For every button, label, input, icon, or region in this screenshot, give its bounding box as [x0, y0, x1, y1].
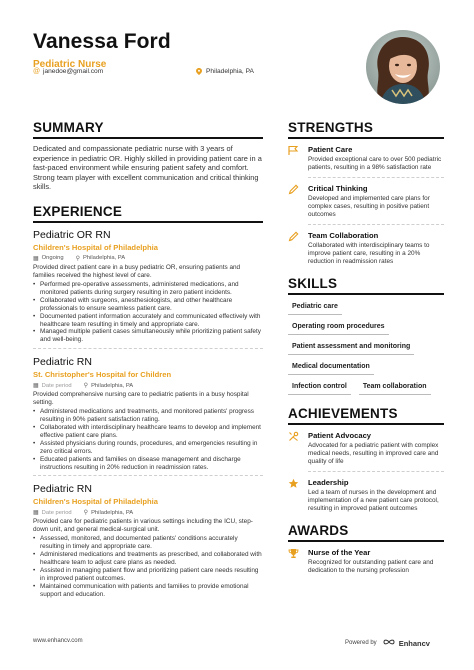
flag-icon	[288, 145, 302, 172]
candidate-title: Pediatric Nurse	[33, 59, 107, 70]
list-item: • Performed pre-operative assessments, administered medications, and monitored patients during surgery resulting in zero patient incidents.	[33, 281, 263, 297]
job-entry	[33, 229, 263, 349]
job-description: Provided care for pediatric patients in various settings including the ICU, step-down unit, and general medical-surgical unit.	[33, 518, 253, 534]
list-item: • Documented patient information accurately and communicated effectively with healthcare team resulting in timely and appropriate care.	[33, 313, 263, 329]
contact-info	[33, 68, 363, 75]
job-location: Philadelphia, PA	[83, 255, 126, 262]
strength-item	[288, 184, 444, 219]
footer-site-link[interactable]: www.enhancv.com	[33, 638, 83, 644]
location-pin-icon: ⚲	[83, 383, 89, 390]
list-item: • Managed multiple patient cases simultaneously while prioritizing patient safety and well-being.	[33, 328, 263, 344]
list-item: • Maintained communication with patients and families to provide emotional support and education.	[33, 583, 263, 599]
left-column	[33, 120, 263, 599]
powered-by	[345, 638, 430, 648]
pencil-icon	[288, 184, 302, 219]
brand-name: Enhancv	[398, 638, 430, 648]
achievement-desc: Led a team of nurses in the development and implementation of a new patient care protocol, resulting in improved patient outcomes	[308, 489, 439, 512]
job-period: Ongoing	[41, 255, 64, 262]
summary-text: Dedicated and compassionate pediatric nurse with 3 years of experience in pediatric OR. Highly skilled in providing patient care in a fast-paced environment while ensuring patient safety and comfort. Strong team player with excellent communication and critical thinking skills.	[33, 144, 262, 192]
achievement-desc: Advocated for a pediatric patient with complex medical needs, resulting in improved care and quality of life	[308, 442, 439, 465]
job-entry	[33, 483, 263, 598]
pencil-icon	[288, 231, 302, 266]
job-bullets	[33, 535, 263, 598]
strength-item	[288, 145, 444, 172]
strength-item	[288, 231, 444, 266]
star-icon	[288, 478, 302, 513]
divider	[33, 348, 263, 349]
job-title: Pediatric RN	[33, 356, 92, 369]
list-item: • Administered medications and treatments as prescribed, and collaborated with healthcare team to adjust care plans as needed.	[33, 551, 263, 567]
divider	[33, 475, 263, 476]
awards-heading: AWARDS	[288, 523, 444, 542]
skill-tag: Team collaboration	[359, 380, 431, 395]
job-meta	[33, 255, 263, 262]
location-pin-icon	[196, 68, 203, 75]
at-icon: @	[33, 68, 41, 75]
powered-label: Powered by	[345, 640, 377, 646]
divider	[308, 177, 444, 178]
achievement-item	[288, 478, 444, 513]
summary-heading: SUMMARY	[33, 120, 263, 139]
job-title: Pediatric OR RN	[33, 228, 111, 241]
achievements-heading: ACHIEVEMENTS	[288, 406, 444, 425]
job-period: Date period	[41, 382, 72, 389]
location-item	[196, 68, 254, 75]
job-bullets	[33, 281, 263, 344]
right-column	[288, 120, 444, 575]
strength-desc: Collaborated with interdisciplinary teams to improve patient care, resulting in a 20% reduction in readmission rates	[308, 242, 430, 265]
job-meta	[33, 509, 263, 516]
strength-title: Patient Care	[308, 145, 353, 154]
experience-heading: EXPERIENCE	[33, 204, 263, 223]
skill-tag: Operating room procedures	[288, 320, 389, 335]
calendar-icon: ▦	[33, 510, 39, 517]
strengths-heading: STRENGTHS	[288, 120, 444, 139]
email-text: janedoe@gmail.com	[43, 68, 104, 75]
job-title: Pediatric RN	[33, 483, 92, 496]
list-item: • Administered medications and treatments, and monitored patients' progress resulting in 90% patient satisfaction rating.	[33, 408, 263, 424]
job-description: Provided comprehensive nursing care to pediatric patients in a busy hospital setting.	[33, 391, 249, 407]
job-company: St. Christopher's Hospital for Children	[33, 370, 172, 380]
list-item: • Assisted physicians during rounds, procedures, and emergencies resulting in zero critical errors.	[33, 440, 263, 456]
divider	[308, 224, 444, 225]
list-item: • Assisted in managing patient flow and prioritizing patient care needs resulting in improved patient outcomes.	[33, 567, 263, 583]
job-entry	[33, 356, 263, 476]
job-location: Philadelphia, PA	[91, 382, 134, 389]
achievement-title: Leadership	[308, 478, 349, 487]
job-location: Philadelphia, PA	[91, 509, 134, 516]
skills-heading: SKILLS	[288, 276, 444, 295]
list-item: • Collaborated with surgeons, anesthesiologists, and other healthcare professionals to ensure seamless patient care.	[33, 297, 263, 313]
calendar-icon: ▦	[33, 383, 39, 390]
job-bullets	[33, 408, 263, 471]
skill-tag: Patient assessment and monitoring	[288, 340, 414, 355]
location-text: Philadelphia, PA	[206, 68, 254, 75]
enhancv-logo-icon	[383, 638, 395, 648]
strength-title: Critical Thinking	[308, 184, 368, 193]
profile-photo	[366, 30, 440, 104]
list-item: • Collaborated with interdisciplinary healthcare teams to develop and implement effective patient care plans.	[33, 424, 263, 440]
strength-title: Team Collaboration	[308, 231, 379, 240]
job-period: Date period	[41, 509, 72, 516]
award-item	[288, 548, 444, 575]
strength-desc: Provided exceptional care to over 500 pediatric patients, resulting in a 98% satisfaction rate	[308, 156, 442, 171]
location-pin-icon: ⚲	[83, 510, 89, 517]
list-item: • Educated patients and families on disease management and discharge instructions resulting in 20% reduction in readmission rates.	[33, 456, 263, 472]
divider	[308, 471, 444, 472]
resume-header	[33, 30, 333, 70]
candidate-name: Vanessa Ford	[33, 30, 171, 53]
skill-tag: Pediatric care	[288, 300, 342, 315]
trophy-icon	[288, 548, 302, 575]
skills-list	[288, 300, 444, 400]
job-company: Children's Hospital of Philadelphia	[33, 242, 159, 252]
award-title: Nurse of the Year	[308, 548, 371, 557]
job-description: Provided direct patient care in a busy pediatric OR, ensuring patients and families received the highest level of care.	[33, 263, 241, 279]
page-footer	[33, 638, 443, 648]
list-item: • Assessed, monitored, and documented patients' conditions accurately resulting in timely and appropriate care.	[33, 535, 263, 551]
tools-icon	[288, 431, 302, 466]
skill-tag: Infection control	[288, 380, 351, 395]
achievement-title: Patient Advocacy	[308, 431, 372, 440]
job-meta	[33, 382, 263, 389]
email-item[interactable]	[33, 68, 103, 75]
location-pin-icon: ⚲	[75, 255, 80, 262]
calendar-icon: ▦	[33, 255, 39, 262]
achievement-item	[288, 431, 444, 466]
job-company: Children's Hospital of Philadelphia	[33, 497, 159, 507]
award-desc: Recognized for outstanding patient care and dedication to the nursing profession	[308, 559, 434, 574]
skill-tag: Medical documentation	[288, 360, 374, 375]
strength-desc: Developed and implemented care plans for complex cases, resulting in positive patient outcomes	[308, 195, 430, 218]
